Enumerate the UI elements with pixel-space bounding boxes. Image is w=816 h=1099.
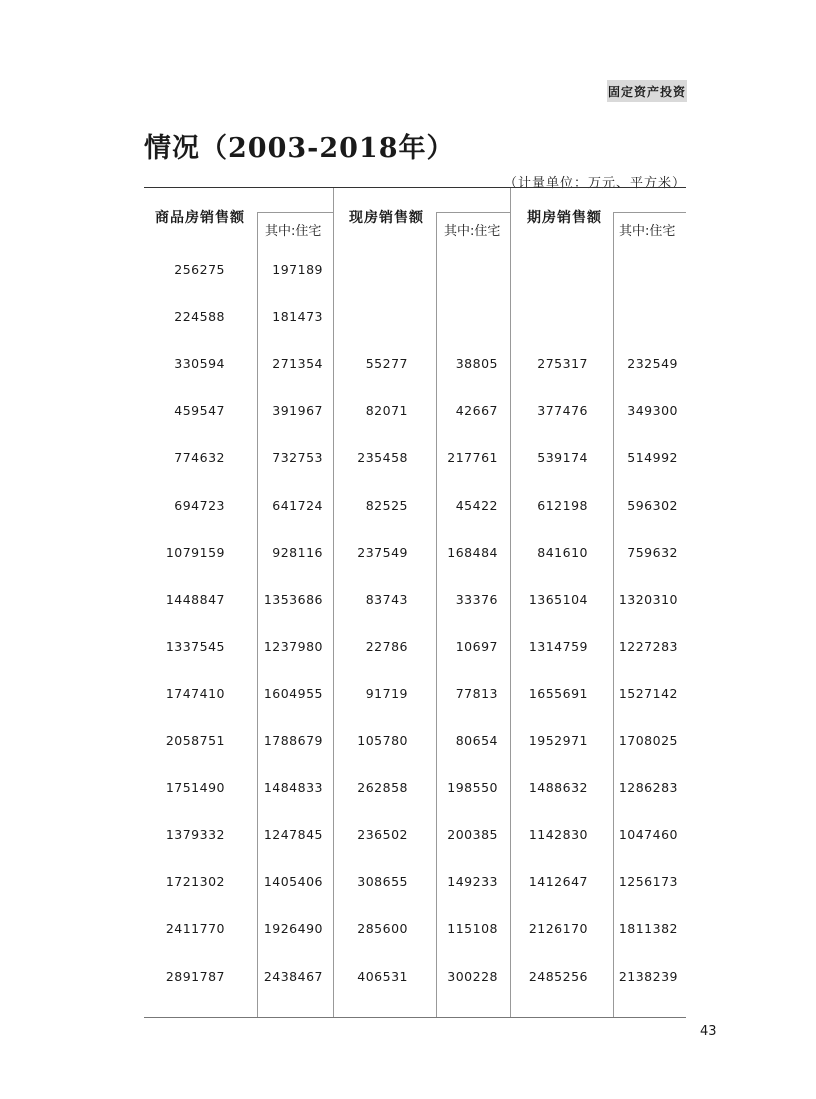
- table-cell: 1488632: [528, 780, 588, 796]
- table-cell: 612198: [537, 497, 588, 513]
- table-cell: 181473: [272, 309, 323, 325]
- table-cell: 236502: [357, 827, 408, 843]
- table-cell: 55277: [365, 356, 408, 372]
- table-cell: 1405406: [263, 874, 323, 890]
- table-cell: 928116: [272, 544, 323, 560]
- table-bottom-rule: [144, 1017, 686, 1018]
- table-row: [0, 827, 816, 847]
- table-cell: 1747410: [165, 685, 225, 701]
- table-cell: 217761: [447, 450, 498, 466]
- table-cell: 2891787: [165, 968, 225, 984]
- table-cell: 232549: [627, 356, 678, 372]
- table-row: [0, 639, 816, 659]
- table-row: [0, 403, 816, 423]
- table-cell: 1721302: [165, 874, 225, 890]
- header-col3-sub: 其中:住宅: [619, 224, 676, 239]
- table-cell: 391967: [272, 403, 323, 419]
- table-cell: 2485256: [528, 968, 588, 984]
- table-cell: 115108: [447, 921, 498, 937]
- table-cell: 514992: [627, 450, 678, 466]
- table-cell: 10697: [455, 638, 498, 654]
- table-cell: 308655: [357, 874, 408, 890]
- unit-note: （计量单位：万元、平方米）: [503, 176, 686, 191]
- page-number: 43: [700, 1024, 717, 1039]
- table-cell: 641724: [272, 497, 323, 513]
- table-cell: 197189: [272, 262, 323, 277]
- table-cell: 82525: [365, 497, 408, 513]
- table-cell: 80654: [455, 733, 498, 748]
- table-cell: 596302: [627, 497, 678, 513]
- table-row: [0, 498, 816, 518]
- table-cell: 198550: [447, 780, 498, 796]
- table-cell: 1926490: [263, 921, 323, 937]
- table-cell: 22786: [365, 638, 408, 654]
- table-cell: 1256173: [618, 874, 678, 890]
- table-cell: 1142830: [528, 827, 588, 843]
- table-cell: 1751490: [165, 780, 225, 796]
- table-cell: 1412647: [528, 874, 588, 890]
- header-sub-line: [436, 212, 510, 213]
- page-title: 情况（2003-2018年）: [144, 133, 455, 164]
- table-cell: 349300: [627, 403, 678, 419]
- table-cell: 271354: [272, 356, 323, 372]
- table-cell: 1227283: [618, 638, 678, 654]
- table-cell: 285600: [357, 921, 408, 937]
- table-cell: 91719: [365, 685, 408, 701]
- table-cell: 1237980: [263, 638, 323, 654]
- table-cell: 774632: [174, 450, 225, 466]
- table-cell: 2058751: [165, 733, 225, 748]
- grid-line: [257, 212, 258, 1017]
- table-cell: 83743: [365, 591, 408, 607]
- header-col1: 商品房销售额: [155, 210, 245, 226]
- table-row: [0, 356, 816, 376]
- table-cell: 539174: [537, 450, 588, 466]
- table-cell: 275317: [537, 356, 588, 372]
- table-row: [0, 686, 816, 706]
- table-cell: 377476: [537, 403, 588, 419]
- table-cell: 300228: [447, 968, 498, 984]
- table-cell: 77813: [455, 685, 498, 701]
- table-cell: 1604955: [263, 685, 323, 701]
- table-cell: 1655691: [528, 685, 588, 701]
- header-sub-line: [613, 212, 686, 213]
- table-cell: 1708025: [618, 733, 678, 748]
- table-cell: 459547: [174, 403, 225, 419]
- header-col2-sub: 其中:住宅: [444, 224, 501, 239]
- table-row: [0, 545, 816, 565]
- header-col3: 期房销售额: [527, 210, 602, 226]
- table-cell: 82071: [365, 403, 408, 419]
- table-cell: 33376: [455, 591, 498, 607]
- table-row: [0, 733, 816, 753]
- table-row: [0, 921, 816, 941]
- table-cell: 237549: [357, 544, 408, 560]
- table-cell: 1484833: [263, 780, 323, 796]
- table-cell: 1247845: [263, 827, 323, 843]
- table-cell: 1365104: [528, 591, 588, 607]
- table-cell: 105780: [357, 733, 408, 748]
- table-cell: 45422: [455, 497, 498, 513]
- table-cell: 262858: [357, 780, 408, 796]
- section-tab: 固定资产投资: [607, 80, 687, 102]
- table-row: [0, 780, 816, 800]
- table-cell: 1448847: [165, 591, 225, 607]
- table-cell: 149233: [447, 874, 498, 890]
- table-cell: 1286283: [618, 780, 678, 796]
- table-cell: 168484: [447, 544, 498, 560]
- table-cell: 1047460: [618, 827, 678, 843]
- table-cell: 235458: [357, 450, 408, 466]
- table-cell: 1337545: [165, 638, 225, 654]
- header-col1-sub: 其中:住宅: [265, 224, 322, 239]
- table-cell: 42667: [455, 403, 498, 419]
- table-row: [0, 874, 816, 894]
- table-cell: 224588: [174, 309, 225, 325]
- table-cell: 1811382: [618, 921, 678, 937]
- table-cell: 841610: [537, 544, 588, 560]
- table-cell: 1353686: [263, 591, 323, 607]
- table-cell: 2126170: [528, 921, 588, 937]
- table-cell: 1379332: [165, 827, 225, 843]
- table-cell: 1952971: [528, 733, 588, 748]
- table-cell: 2138239: [618, 968, 678, 984]
- table-row: [0, 592, 816, 612]
- table-cell: 694723: [174, 497, 225, 513]
- table-cell: 1314759: [528, 638, 588, 654]
- grid-line: [436, 212, 437, 1017]
- table-row: [0, 450, 816, 470]
- table-cell: 200385: [447, 827, 498, 843]
- table-row: [0, 969, 816, 989]
- table-cell: 759632: [627, 544, 678, 560]
- table-cell: 1527142: [618, 685, 678, 701]
- table-row: [0, 309, 816, 329]
- header-col2: 现房销售额: [349, 210, 424, 226]
- grid-line: [613, 212, 614, 1017]
- table-cell: 1320310: [618, 591, 678, 607]
- table-cell: 406531: [357, 968, 408, 984]
- table-cell: 330594: [174, 356, 225, 372]
- table-cell: 38805: [455, 356, 498, 372]
- table-cell: 1788679: [263, 733, 323, 748]
- header-sub-line: [257, 212, 333, 213]
- table-cell: 256275: [174, 262, 225, 277]
- table-top-rule: [144, 187, 686, 188]
- table-cell: 732753: [272, 450, 323, 466]
- table-cell: 2411770: [165, 921, 225, 937]
- table-cell: 2438467: [263, 968, 323, 984]
- table-row: [0, 262, 816, 282]
- table-cell: 1079159: [165, 544, 225, 560]
